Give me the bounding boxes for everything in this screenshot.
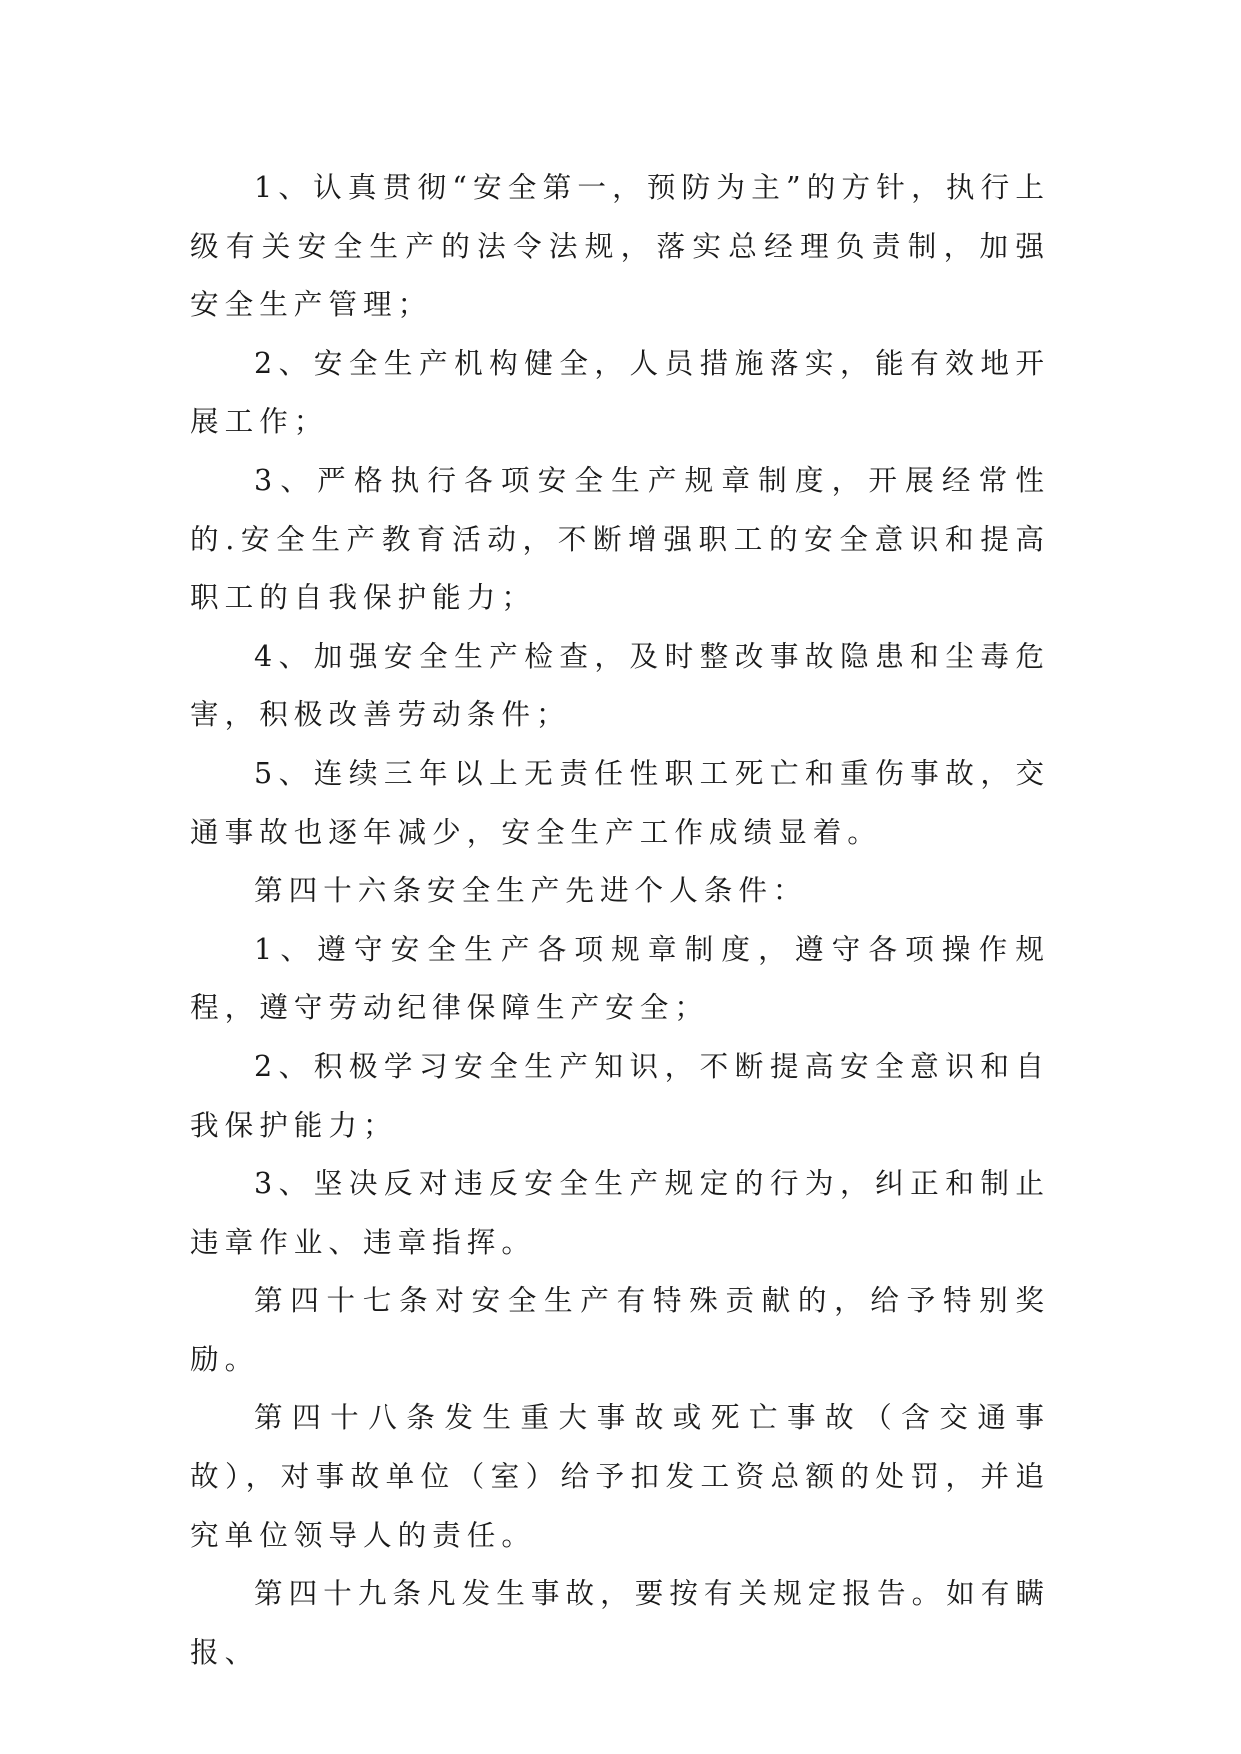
article-46-item-1: 1、遵守安全生产各项规章制度，遵守各项操作规程，遵守劳动纪律保障生产安全； [190,931,1050,1025]
article-49-paragraph: 第四十九条凡发生事故，要按有关规定报告。如有瞒报、 [190,1576,1050,1669]
article-46-item-2: 2、积极学习安全生产知识，不断提高安全意识和自我保护能力； [190,1048,1050,1142]
article-48-paragraph: 第四十八条发生重大事故或死亡事故（含交通事故），对事故单位（室）给予扣发工资总额的处罚，并追究单位领导人的责任。 [190,1400,1050,1552]
document-body [190,158,1050,1681]
paragraph-item-2: 2、安全生产机构健全，人员措施落实，能有效地开展工作； [190,345,1050,439]
paragraph-item-3: 3、严格执行各项安全生产规章制度，开展经常性的.安全生产教育活动，不断增强职工的安全意识和提高职工的自我保护能力； [190,462,1050,615]
article-46-item-3: 3、坚决反对违反安全生产规定的行为，纠正和制止违章作业、违章指挥。 [190,1166,1050,1259]
article-46-heading: 第四十六条安全生产先进个人条件： [254,873,808,908]
paragraph-item-4: 4、加强安全生产检查，及时整改事故隐患和尘毒危害，积极改善劳动条件； [190,638,1050,732]
paragraph-item-5: 5、连续三年以上无责任性职工死亡和重伤事故，交通事故也逐年减少，安全生产工作成绩显着。 [190,755,1050,849]
paragraph-item-1: 1、认真贯彻“安全第一，预防为主”的方针，执行上级有关安全生产的法令法规，落实总经理负责制，加强安全生产管理； [190,170,1050,322]
article-47-paragraph: 第四十七条对安全生产有特殊贡献的，给予特别奖励。 [190,1283,1050,1376]
